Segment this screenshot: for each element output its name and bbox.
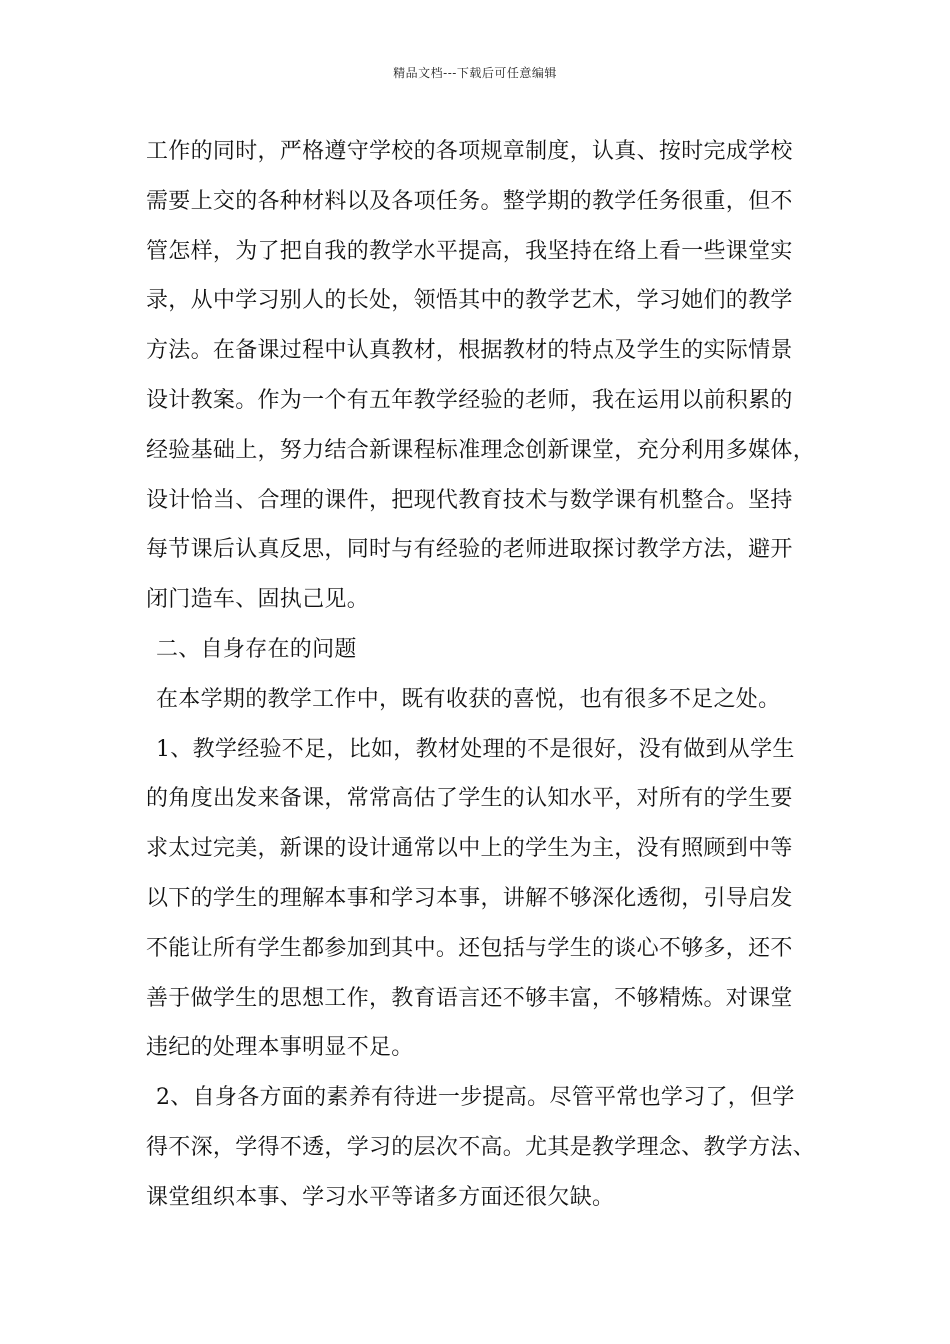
paragraph-line: 1、教学经验不足，比如，教材处理的不是很好，没有做到从学生 bbox=[156, 736, 795, 762]
paragraph-line: 每节课后认真反思，同时与有经验的老师进取探讨教学方法，避开 bbox=[146, 537, 793, 563]
paragraph-line: 在本学期的教学工作中，既有收获的喜悦，也有很多不足之处。 bbox=[156, 686, 781, 712]
paragraph-line: 的角度出发来备课，常常高估了学生的认知水平，对所有的学生要 bbox=[146, 786, 793, 812]
paragraph-line: 不能让所有学生都参加到其中。还包括与学生的谈心不够多，还不 bbox=[146, 935, 793, 961]
paragraph-line: 善于做学生的思想工作，教育语言还不够丰富，不够精炼。对课堂 bbox=[146, 985, 793, 1011]
paragraph-line: 设计恰当、合理的课件，把现代教育技术与数学课有机整合。坚持 bbox=[146, 487, 793, 513]
paragraph-line: 管怎样，为了把自我的教学水平提高，我坚持在络上看一些课堂实 bbox=[146, 238, 793, 264]
paragraph-line: 得不深，学得不透，学习的层次不高。尤其是教学理念、教学方法、 bbox=[146, 1134, 816, 1160]
paragraph-line: 2、自身各方面的素养有待进一步提高。尽管平常也学习了，但学 bbox=[156, 1085, 795, 1111]
paragraph-line: 经验基础上，努力结合新课程标准理念创新课堂，充分利用多媒体， bbox=[146, 437, 816, 463]
paragraph-line: 闭门造车、固执己见。 bbox=[146, 587, 370, 613]
paragraph-line: 违纪的处理本事明显不足。 bbox=[146, 1035, 414, 1061]
paragraph-line: 求太过完美，新课的设计通常以中上的学生为主，没有照顾到中等 bbox=[146, 836, 793, 862]
paragraph-line: 工作的同时，严格遵守学校的各项规章制度，认真、按时完成学校 bbox=[146, 139, 793, 164]
paragraph-line: 设计教案。作为一个有五年教学经验的老师，我在运用以前积累的 bbox=[146, 387, 793, 413]
paragraph-line: 需要上交的各种材料以及各项任务。整学期的教学任务很重，但不 bbox=[146, 188, 793, 214]
page-header: 精品文档---下载后可任意编辑 bbox=[393, 66, 557, 80]
paragraph-line: 录，从中学习别人的长处，领悟其中的教学艺术，学习她们的教学 bbox=[146, 288, 793, 314]
section-heading: 二、自身存在的问题 bbox=[156, 636, 357, 662]
paragraph-line: 以下的学生的理解本事和学习本事，讲解不够深化透彻，引导启发 bbox=[146, 885, 793, 911]
body-text bbox=[146, 130, 826, 1226]
paragraph-line: 课堂组织本事、学习水平等诸多方面还很欠缺。 bbox=[146, 1184, 615, 1210]
paragraph-line: 方法。在备课过程中认真教材，根据教材的特点及学生的实际情景 bbox=[146, 338, 793, 364]
